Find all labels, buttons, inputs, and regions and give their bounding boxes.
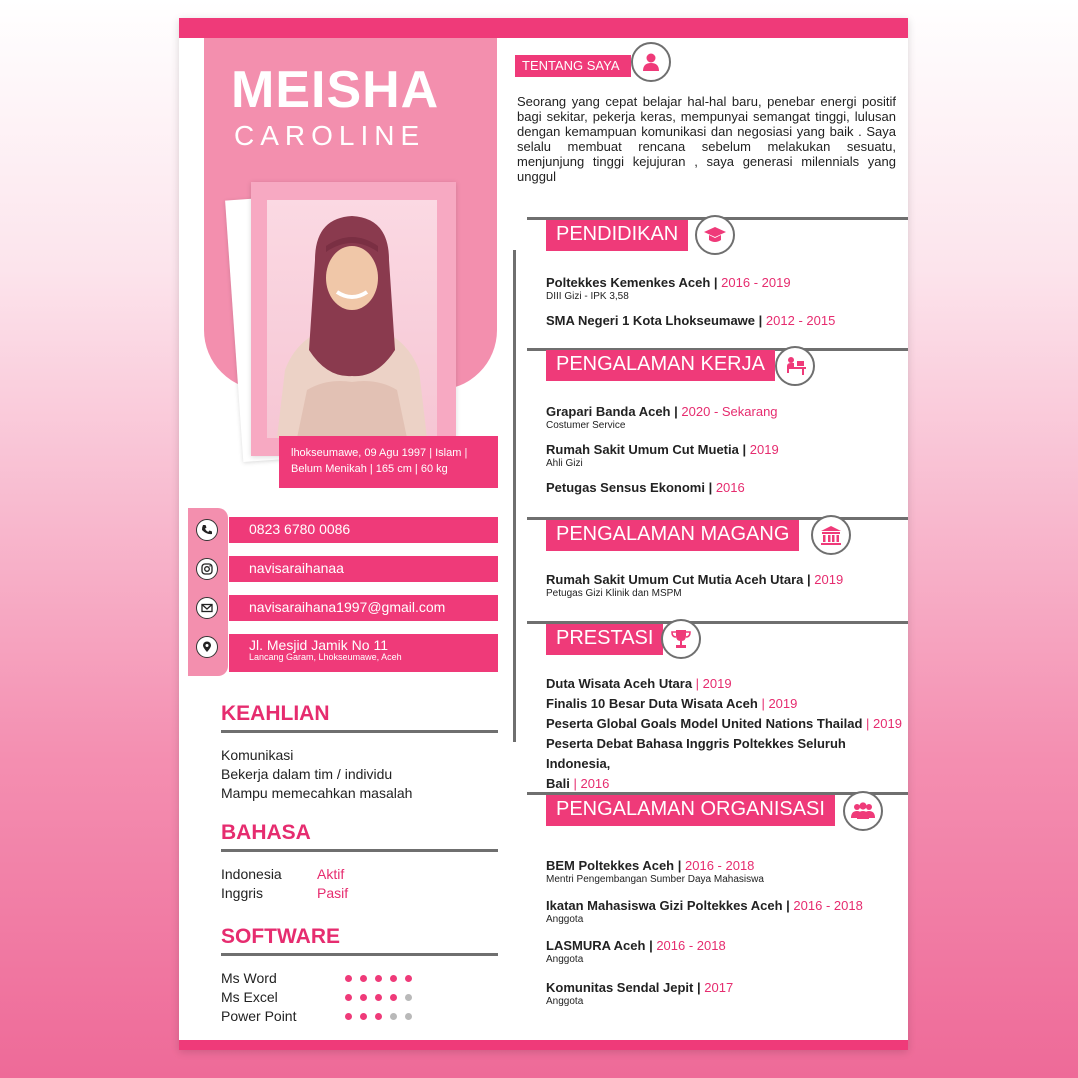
entry-title: BEM Poltekkes Aceh xyxy=(546,858,675,873)
entry-years: 2016 - 2018 xyxy=(685,858,755,873)
rating-dot-filled xyxy=(390,994,397,1001)
entry-title: Rumah Sakit Umum Cut Muetia xyxy=(546,442,739,457)
entry-subtitle: Anggota xyxy=(546,996,584,1007)
entry-subtitle: Anggota xyxy=(546,914,584,925)
entry-years: 2016 - 2018 xyxy=(656,938,726,953)
rating-dot-empty xyxy=(405,994,412,1001)
achievement-item: Finalis 10 Besar Duta Wisata Aceh | 2019 xyxy=(546,696,798,711)
contact-instagram-text: navisaraihanaa xyxy=(249,560,344,576)
software-name: Power Point xyxy=(221,1008,297,1024)
entry-title: SMA Negeri 1 Kota Lhokseumawe xyxy=(546,313,756,328)
entry-title: Duta Wisata Aceh Utara xyxy=(546,676,696,691)
rating-dot-filled xyxy=(345,994,352,1001)
software-name: Ms Excel xyxy=(221,989,278,1005)
language-level: Pasif xyxy=(317,885,349,901)
rating-dot-filled xyxy=(345,975,352,982)
trophy-icon xyxy=(661,619,701,659)
entry-years: 2019 xyxy=(873,716,902,731)
entry-title: Grapari Banda Aceh xyxy=(546,404,671,419)
organization-entry: Ikatan Mahasiswa Gizi Poltekkes Aceh | 2016 - 2018 Anggota xyxy=(546,898,906,925)
rating-dot-filled xyxy=(390,975,397,982)
contact-email-text: navisaraihana1997@gmail.com xyxy=(249,599,446,615)
skills-rule xyxy=(221,730,498,733)
personal-info-box xyxy=(279,436,498,488)
achievement-item: Peserta Global Goals Model United Nations Thailad | 2019 xyxy=(546,716,902,731)
mail-icon xyxy=(196,597,218,619)
entry-years: 2016 - 2019 xyxy=(721,275,791,290)
language-row xyxy=(221,865,348,884)
skills-title: KEAHLIAN xyxy=(221,702,330,725)
resume-page xyxy=(179,18,908,1050)
organization-entry: Komunitas Sendal Jepit | 2017 Anggota xyxy=(546,980,906,1007)
entry-title-continued: Bali xyxy=(546,776,570,791)
rating-dot-empty xyxy=(390,1013,397,1020)
entry-years: 2017 xyxy=(704,980,734,995)
organization-entry: LASMURA Aceh | 2016 - 2018 Anggota xyxy=(546,938,906,965)
building-icon xyxy=(811,515,851,555)
entry-years: 2016 - 2018 xyxy=(793,898,863,913)
entry-title: Ikatan Mahasiswa Gizi Poltekkes Aceh xyxy=(546,898,783,913)
entry-years: 2019 xyxy=(749,442,779,457)
entry-title: Komunitas Sendal Jepit xyxy=(546,980,694,995)
organization-entry: BEM Poltekkes Aceh | 2016 - 2018 Mentri Pengembangan Sumber Daya Mahasiswa xyxy=(546,858,906,885)
top-accent-bar xyxy=(179,18,908,38)
contact-instagram xyxy=(229,556,498,582)
entry-subtitle: Anggota xyxy=(546,954,584,965)
instagram-icon xyxy=(196,558,218,580)
software-row xyxy=(221,969,412,988)
language-row xyxy=(221,884,348,903)
group-icon xyxy=(843,791,883,831)
timeline-line xyxy=(513,250,516,742)
graduation-cap-icon xyxy=(695,215,735,255)
work-entry: Rumah Sakit Umum Cut Muetia | 2019 Ahli Gizi xyxy=(546,442,906,469)
skills-list xyxy=(221,746,412,803)
software-name: Ms Word xyxy=(221,970,277,986)
contact-address-sub: Lancang Garam, Lhokseumawe, Aceh xyxy=(249,652,402,662)
achievement-item: Duta Wisata Aceh Utara | 2019 xyxy=(546,676,732,691)
achievement-item: Peserta Debat Bahasa Inggris Poltekkes Seluruh Indonesia, Bali | 2016 xyxy=(546,736,846,791)
work-entry: Grapari Banda Aceh | 2020 - Sekarang Costumer Service xyxy=(546,404,906,431)
entry-years: 2019 xyxy=(768,696,798,711)
education-entry: SMA Negeri 1 Kota Lhokseumawe | 2012 - 2015 xyxy=(546,313,836,328)
location-icon xyxy=(196,636,218,658)
phone-icon xyxy=(196,519,218,541)
education-title: PENDIDIKAN xyxy=(546,220,688,251)
entry-subtitle: DIII Gizi - IPK 3,58 xyxy=(546,291,629,302)
first-name: MEISHA xyxy=(231,61,440,119)
rating-dot-filled xyxy=(360,994,367,1001)
work-entry: Petugas Sensus Ekonomi | 2016 xyxy=(546,480,745,495)
entry-subtitle: Costumer Service xyxy=(546,420,626,431)
rating-dot-filled xyxy=(360,975,367,982)
skill-item: Komunikasi xyxy=(221,747,294,763)
entry-title: Rumah Sakit Umum Cut Mutia Aceh Utara xyxy=(546,572,804,587)
software-rating xyxy=(345,994,412,1001)
entry-years: 2016 xyxy=(580,776,610,791)
achievements-title: PRESTASI xyxy=(546,624,663,655)
contact-address-text: Jl. Mesjid Jamik No 11 xyxy=(249,637,389,653)
contact-email xyxy=(229,595,498,621)
personal-info-line-1: lhokseumawe, 09 Agu 1997 | Islam | xyxy=(291,447,468,459)
language-level: Aktif xyxy=(317,866,345,882)
internship-entry: Rumah Sakit Umum Cut Mutia Aceh Utara | 2019 Petugas Gizi Klinik dan MSPM xyxy=(546,572,906,599)
rating-dot-filled xyxy=(405,975,412,982)
rating-dot-filled xyxy=(375,1013,382,1020)
rating-dot-filled xyxy=(375,994,382,1001)
entry-years: 2019 xyxy=(814,572,844,587)
entry-years: 2016 xyxy=(715,480,745,495)
software-rating xyxy=(345,975,412,982)
entry-years: 2020 - Sekarang xyxy=(681,404,778,419)
software-title: SOFTWARE xyxy=(221,925,340,948)
entry-subtitle: Ahli Gizi xyxy=(546,458,583,469)
entry-title: Peserta Global Goals Model United Nations Thailad xyxy=(546,716,863,731)
rating-dot-empty xyxy=(405,1013,412,1020)
about-title: TENTANG SAYA xyxy=(515,55,631,77)
organizations-title: PENGALAMAN ORGANISASI xyxy=(546,795,835,826)
desk-worker-icon xyxy=(775,346,815,386)
entry-subtitle: Mentri Pengembangan Sumber Daya Mahasiswa xyxy=(546,874,764,885)
language-name: Inggris xyxy=(221,885,264,901)
software-list xyxy=(221,969,412,1026)
skill-item: Mampu memecahkan masalah xyxy=(221,785,413,801)
profile-photo xyxy=(267,200,437,438)
work-title: PENGALAMAN KERJA xyxy=(546,350,775,381)
last-name: CAROLINE xyxy=(234,120,426,151)
languages-list xyxy=(221,865,348,903)
software-row xyxy=(221,1007,412,1026)
bottom-accent-bar xyxy=(179,1040,908,1050)
entry-title: Peserta Debat Bahasa Inggris Poltekkes Seluruh Indonesia, xyxy=(546,736,846,771)
languages-rule xyxy=(221,849,498,852)
entry-subtitle: Petugas Gizi Klinik dan MSPM xyxy=(546,588,682,599)
software-rule xyxy=(221,953,498,956)
entry-title: LASMURA Aceh xyxy=(546,938,646,953)
entry-title: Finalis 10 Besar Duta Wisata Aceh xyxy=(546,696,758,711)
entry-years: 2019 xyxy=(702,676,732,691)
entry-title: Poltekkes Kemenkes Aceh xyxy=(546,275,711,290)
rating-dot-filled xyxy=(345,1013,352,1020)
rating-dot-filled xyxy=(375,975,382,982)
entry-title: Petugas Sensus Ekonomi xyxy=(546,480,705,495)
contact-phone xyxy=(229,517,498,543)
contact-phone-text: 0823 6780 0086 xyxy=(249,521,351,537)
personal-info-line-2: Belum Menikah | 165 cm | 60 kg xyxy=(291,463,448,475)
about-text: Seorang yang cepat belajar hal-hal baru, penebar energi positif bagi sekitar, pekerja keras, mempunyai semangat tinggi, lulusan dengan kemampuan komunikasi dan negosiasi yang baik . Saya selalu membuat rencana sebelum melakukan sesuatu, menjunjung tinggi kejujuran , saya generasi milennials yang unggul xyxy=(517,94,896,184)
software-rating xyxy=(345,1013,412,1020)
skill-item: Bekerja dalam tim / individu xyxy=(221,766,393,782)
education-entry: Poltekkes Kemenkes Aceh | 2016 - 2019 DIII Gizi - IPK 3,58 xyxy=(546,275,906,302)
languages-title: BAHASA xyxy=(221,821,311,844)
achievements-list xyxy=(546,674,906,794)
software-row xyxy=(221,988,412,1007)
language-name: Indonesia xyxy=(221,866,282,882)
entry-years: 2012 - 2015 xyxy=(765,313,836,328)
internship-title: PENGALAMAN MAGANG xyxy=(546,520,799,551)
rating-dot-filled xyxy=(360,1013,367,1020)
person-icon xyxy=(631,42,671,82)
contact-address xyxy=(229,634,498,672)
